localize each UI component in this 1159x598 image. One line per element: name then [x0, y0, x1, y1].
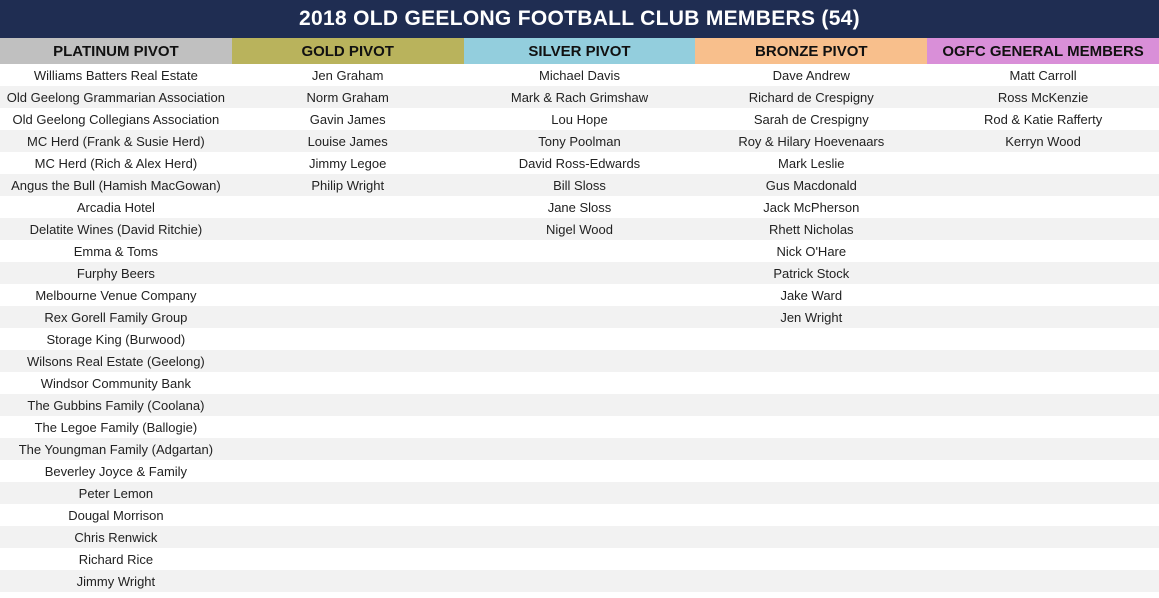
member-cell: Emma & Toms	[73, 243, 159, 259]
table-row	[0, 152, 1159, 174]
member-cell: Melbourne Venue Company	[35, 287, 197, 303]
member-cell: Dave Andrew	[772, 67, 850, 83]
member-cell	[464, 262, 696, 284]
member-cell	[927, 394, 1159, 416]
member-cell	[695, 372, 927, 394]
member-cell	[927, 570, 1159, 592]
member-cell: Louise James	[307, 133, 388, 149]
member-cell: Mark Leslie	[778, 155, 845, 171]
member-cell	[695, 438, 927, 460]
member-cell: Gavin James	[309, 111, 386, 127]
member-cell: Wilsons Real Estate (Geelong)	[27, 353, 205, 369]
member-cell: Jack McPherson	[763, 199, 860, 215]
member-cell	[464, 526, 696, 548]
member-cell	[927, 240, 1159, 262]
table-row	[0, 416, 1159, 438]
member-cell	[232, 482, 464, 504]
member-cell	[927, 284, 1159, 306]
member-cell: Rex Gorell Family Group	[44, 309, 188, 325]
member-cell: The Gubbins Family (Coolana)	[27, 397, 205, 413]
member-cell	[927, 460, 1159, 482]
member-cell	[695, 526, 927, 548]
table-row	[0, 372, 1159, 394]
member-cell	[464, 548, 696, 570]
member-cell	[232, 526, 464, 548]
member-cell	[464, 350, 696, 372]
table-row	[0, 86, 1159, 108]
member-cell: Rod & Katie Rafferty	[983, 111, 1103, 127]
member-cell	[232, 284, 464, 306]
member-cell: Jen Wright	[780, 309, 843, 325]
member-cell: The Youngman Family (Adgartan)	[18, 441, 214, 457]
member-cell	[464, 482, 696, 504]
member-cell: Jimmy Wright	[76, 573, 156, 589]
column-header-gold: GOLD PIVOT	[232, 38, 464, 64]
member-cell	[232, 328, 464, 350]
member-cell: Chris Renwick	[74, 529, 158, 545]
table-row	[0, 284, 1159, 306]
column-header-bronze: BRONZE PIVOT	[695, 38, 927, 64]
table-row	[0, 196, 1159, 218]
member-cell: Furphy Beers	[76, 265, 155, 281]
member-cell	[464, 570, 696, 592]
member-cell	[232, 460, 464, 482]
member-cell	[464, 416, 696, 438]
member-cell: Storage King (Burwood)	[46, 331, 186, 347]
member-cell	[464, 240, 696, 262]
table-row	[0, 438, 1159, 460]
member-cell	[927, 328, 1159, 350]
member-cell: Jane Sloss	[547, 199, 612, 215]
member-cell: Dougal Morrison	[68, 507, 164, 523]
member-cell	[232, 306, 464, 328]
member-cell	[232, 350, 464, 372]
table-row	[0, 482, 1159, 504]
member-cell: Windsor Community Bank	[40, 375, 192, 391]
member-cell	[232, 504, 464, 526]
table-row	[0, 570, 1159, 592]
members-table	[0, 64, 1159, 592]
member-cell	[695, 504, 927, 526]
member-cell	[695, 350, 927, 372]
member-cell	[232, 218, 464, 240]
member-cell	[464, 372, 696, 394]
member-cell	[695, 394, 927, 416]
member-cell	[927, 262, 1159, 284]
table-row	[0, 130, 1159, 152]
member-cell	[695, 416, 927, 438]
member-cell: Rhett Nicholas	[769, 221, 854, 237]
member-cell: Roy & Hilary Hoevenaars	[738, 133, 885, 149]
member-cell: Williams Batters Real Estate	[33, 67, 198, 83]
member-cell: Jake Ward	[780, 287, 843, 303]
member-cell	[927, 482, 1159, 504]
member-cell: Patrick Stock	[773, 265, 850, 281]
member-cell: Delatite Wines (David Ritchie)	[29, 221, 203, 237]
member-cell	[927, 526, 1159, 548]
table-row	[0, 350, 1159, 372]
member-cell	[927, 306, 1159, 328]
member-cell	[695, 328, 927, 350]
member-cell: Nigel Wood	[546, 221, 613, 237]
member-cell: Mark & Rach Grimshaw	[510, 89, 649, 105]
member-cell: MC Herd (Frank & Susie Herd)	[27, 133, 205, 149]
member-cell: Richard Rice	[78, 551, 154, 567]
table-row	[0, 548, 1159, 570]
member-cell	[232, 262, 464, 284]
table-row	[0, 240, 1159, 262]
member-cell	[232, 240, 464, 262]
member-cell	[464, 306, 696, 328]
table-row	[0, 262, 1159, 284]
table-row	[0, 108, 1159, 130]
member-cell: Arcadia Hotel	[76, 199, 155, 215]
member-cell: Norm Graham	[306, 89, 389, 105]
member-cell	[464, 460, 696, 482]
member-cell: Old Geelong Collegians Association	[12, 111, 220, 127]
member-cell	[232, 196, 464, 218]
member-cell	[927, 416, 1159, 438]
member-cell	[695, 460, 927, 482]
member-cell: Kerryn Wood	[1005, 133, 1081, 149]
column-header-silver: SILVER PIVOT	[464, 38, 696, 64]
member-cell	[464, 394, 696, 416]
member-cell: Jen Graham	[311, 67, 384, 83]
member-cell: Lou Hope	[551, 111, 608, 127]
member-cell	[232, 372, 464, 394]
member-cell	[927, 218, 1159, 240]
member-cell	[927, 372, 1159, 394]
member-cell	[232, 570, 464, 592]
member-cell	[927, 174, 1159, 196]
member-cell	[927, 196, 1159, 218]
member-cell: Matt Carroll	[1009, 67, 1077, 83]
member-cell	[695, 548, 927, 570]
column-header-general: OGFC GENERAL MEMBERS	[927, 38, 1159, 64]
member-cell	[464, 328, 696, 350]
table-row	[0, 64, 1159, 86]
member-cell: Nick O'Hare	[776, 243, 847, 259]
member-cell: MC Herd (Rich & Alex Herd)	[34, 155, 198, 171]
member-cell	[927, 152, 1159, 174]
table-row	[0, 306, 1159, 328]
member-cell	[232, 548, 464, 570]
table-row	[0, 460, 1159, 482]
member-cell	[232, 394, 464, 416]
member-cell	[232, 438, 464, 460]
table-row	[0, 174, 1159, 196]
member-cell	[695, 570, 927, 592]
table-row	[0, 218, 1159, 240]
page-title: 2018 OLD GEELONG FOOTBALL CLUB MEMBERS (54)	[0, 0, 1159, 38]
member-cell	[927, 504, 1159, 526]
column-header-row	[0, 38, 1159, 64]
member-cell	[232, 416, 464, 438]
member-cell: Angus the Bull (Hamish MacGowan)	[11, 177, 221, 193]
member-cell	[464, 504, 696, 526]
member-cell	[464, 438, 696, 460]
column-header-platinum: PLATINUM PIVOT	[0, 38, 232, 64]
member-cell: Philip Wright	[311, 177, 385, 193]
member-cell: Beverley Joyce & Family	[44, 463, 188, 479]
member-cell: The Legoe Family (Ballogie)	[34, 419, 198, 435]
member-cell: Gus Macdonald	[765, 177, 857, 193]
member-cell	[464, 284, 696, 306]
table-row	[0, 526, 1159, 548]
member-cell: Michael Davis	[539, 67, 620, 83]
member-cell: Bill Sloss	[553, 177, 606, 193]
member-cell: Peter Lemon	[78, 485, 154, 501]
member-cell: Ross McKenzie	[997, 89, 1089, 105]
member-cell: Sarah de Crespigny	[753, 111, 869, 127]
table-row	[0, 504, 1159, 526]
member-cell	[927, 438, 1159, 460]
member-cell: Tony Poolman	[538, 133, 621, 149]
member-cell: Richard de Crespigny	[748, 89, 874, 105]
member-cell: Old Geelong Grammarian Association	[6, 89, 225, 105]
member-cell	[695, 482, 927, 504]
member-cell: Jimmy Legoe	[309, 155, 387, 171]
table-row	[0, 394, 1159, 416]
member-cell	[927, 350, 1159, 372]
member-cell	[927, 548, 1159, 570]
table-row	[0, 328, 1159, 350]
member-cell: David Ross-Edwards	[518, 155, 641, 171]
